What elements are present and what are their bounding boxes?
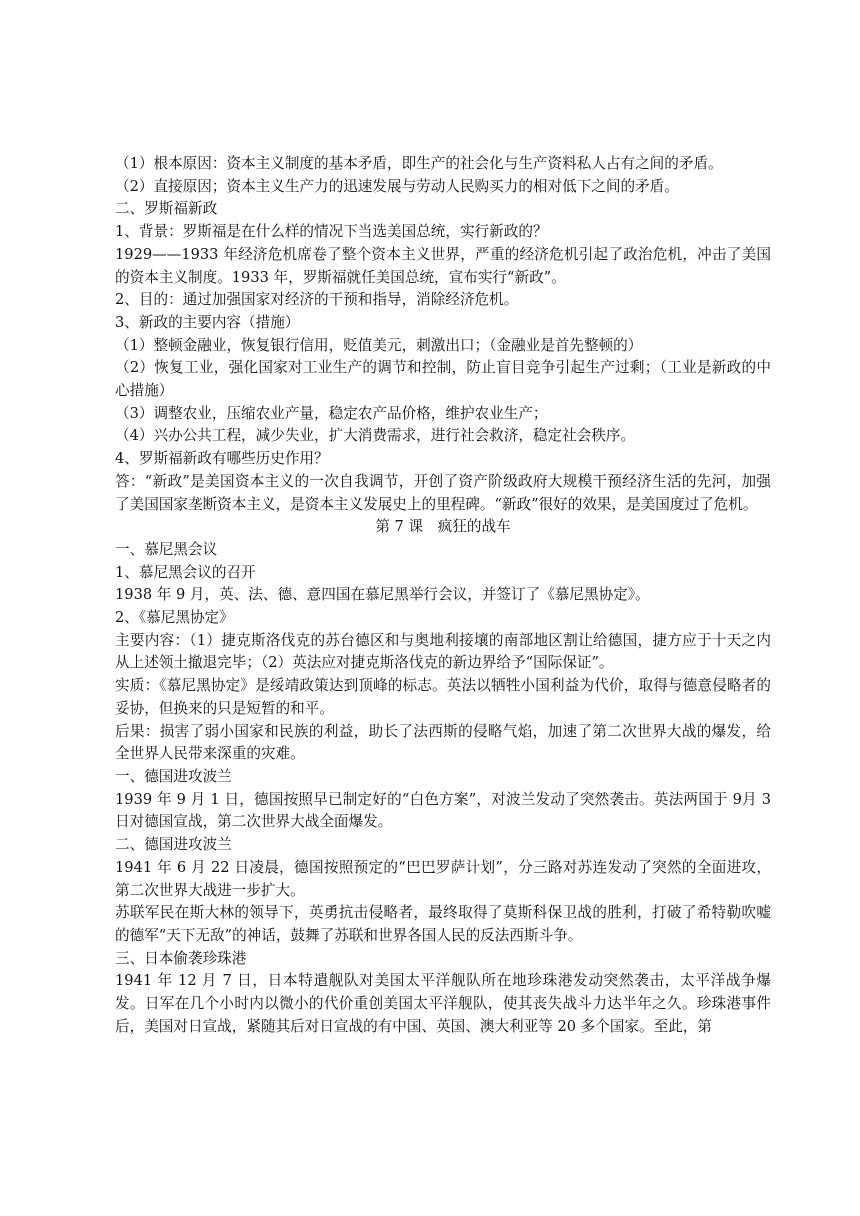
text-paragraph: 3、新政的主要内容（措施）: [115, 313, 300, 331]
text-paragraph: 主要内容：（1）捷克斯洛伐克的苏台德区和与奥地利接壤的南部地区割让给德国，捷方应于十天之内从上述领土撤退完毕；（2）英法应对捷克斯洛伐克的新边界给予“国际保证”。: [115, 631, 771, 672]
text-paragraph: （1）整顿金融业，恢复银行信用，贬值美元，刺激出口；（金融业是首先整顿的）: [115, 336, 643, 354]
text-paragraph: （2）直接原因；资本主义生产力的迅速发展与劳动人民购买力的相对低下之间的矛盾。: [115, 177, 679, 195]
text-paragraph: 二、德国进攻波兰: [115, 836, 232, 854]
text-paragraph: 一、德国进攻波兰: [115, 767, 232, 785]
text-paragraph: 2、目的：通过加强国家对经济的干预和指导，消除经济危机。: [115, 291, 519, 309]
text-paragraph: 1938 年 9 月，英、法、德、意四国在慕尼黑举行会议，并签订了《慕尼黑协定》。: [115, 586, 650, 604]
text-paragraph: 1、背景：罗斯福是在什么样的情况下当选美国总统，实行新政的？: [115, 223, 548, 241]
text-paragraph: 后果：损害了弱小国家和民族的利益，助长了法西斯的侵略气焰，加速了第二次世界大战的爆发，给全世界人民带来深重的灾难。: [115, 722, 771, 763]
text-paragraph: 1、慕尼黑会议的召开: [115, 563, 256, 581]
text-paragraph: 1939 年 9 月 1 日，德国按照早已制定好的“白色方案”，对波兰发动了突然袭击。英法两国于 9月 3 日对德国宣战，第二次世界大战全面爆发。: [115, 790, 771, 831]
text-paragraph: 4、罗斯福新政有哪些历史作用？: [115, 450, 329, 468]
text-paragraph: 苏联军民在斯大林的领导下，英勇抗击侵略者，最终取得了莫斯科保卫战的胜利，打破了希特勒吹嘘的德军“天下无敌”的神话，鼓舞了苏联和世界各国人民的反法西斯斗争。: [115, 904, 771, 944]
text-paragraph: 三、日本偷袭珍珠港: [115, 949, 247, 967]
document-page: [115, 153, 771, 1038]
text-paragraph: 1941 年 12 月 7 日，日本特遣舰队对美国太平洋舰队所在地珍珠港发动突然袭击，太平洋战争爆发。日军在几个小时内以微小的代价重创美国太平洋舰队，使其丧失战斗力达半年之久。珍珠港事件后，美国对日宣战，紧随其后对日宣战的有中国、英国、澳大利亚等 20 多个国家。至此，第: [115, 972, 771, 1035]
text-paragraph: （1）根本原因：资本主义制度的基本矛盾，即生产的社会化与生产资料私人占有之间的矛盾。: [115, 155, 723, 172]
text-paragraph: 一、慕尼黑会议: [115, 540, 218, 558]
text-paragraph: （2）恢复工业，强化国家对工业生产的调节和控制，防止盲目竞争引起生产过剩；（工业是新政的中心措施）: [115, 359, 771, 400]
text-paragraph: 2、《慕尼黑协定》: [115, 609, 234, 627]
text-paragraph: 1929——1933 年经济危机席卷了整个资本主义世界，严重的经济危机引起了政治危机，冲击了美国的资本主义制度。1933 年，罗斯福就任美国总统，宣布实行“新政”。: [115, 245, 771, 286]
text-paragraph: （3）调整农业，压缩农业产量，稳定农产品价格，维护农业生产；: [115, 404, 548, 422]
lesson-title: 第 7 课 疯狂的战车: [375, 518, 511, 536]
text-paragraph: 二、罗斯福新政: [115, 200, 218, 218]
text-paragraph: 实质：《慕尼黑协定》是绥靖政策达到顶峰的标志。英法以牺牲小国利益为代价，取得与德意侵略者的妥协，但换来的只是短暂的和平。: [115, 677, 771, 717]
text-paragraph: 1941 年 6 月 22 日凌晨，德国按照预定的“巴巴罗萨计划”，分三路对苏连发动了突然的全面进攻，第二次世界大战进一步扩大。: [115, 858, 771, 899]
text-paragraph: （4）兴办公共工程，减少失业，扩大消费需求，进行社会救济，稳定社会秩序。: [115, 427, 636, 445]
text-paragraph: 答：“新政”是美国资本主义的一次自我调节，开创了资产阶级政府大规模干预经济生活的先河，加强了美国国家垄断资本主义，是资本主义发展史上的里程碑。“新政”很好的效果，是美国度过了危机。: [115, 472, 771, 513]
